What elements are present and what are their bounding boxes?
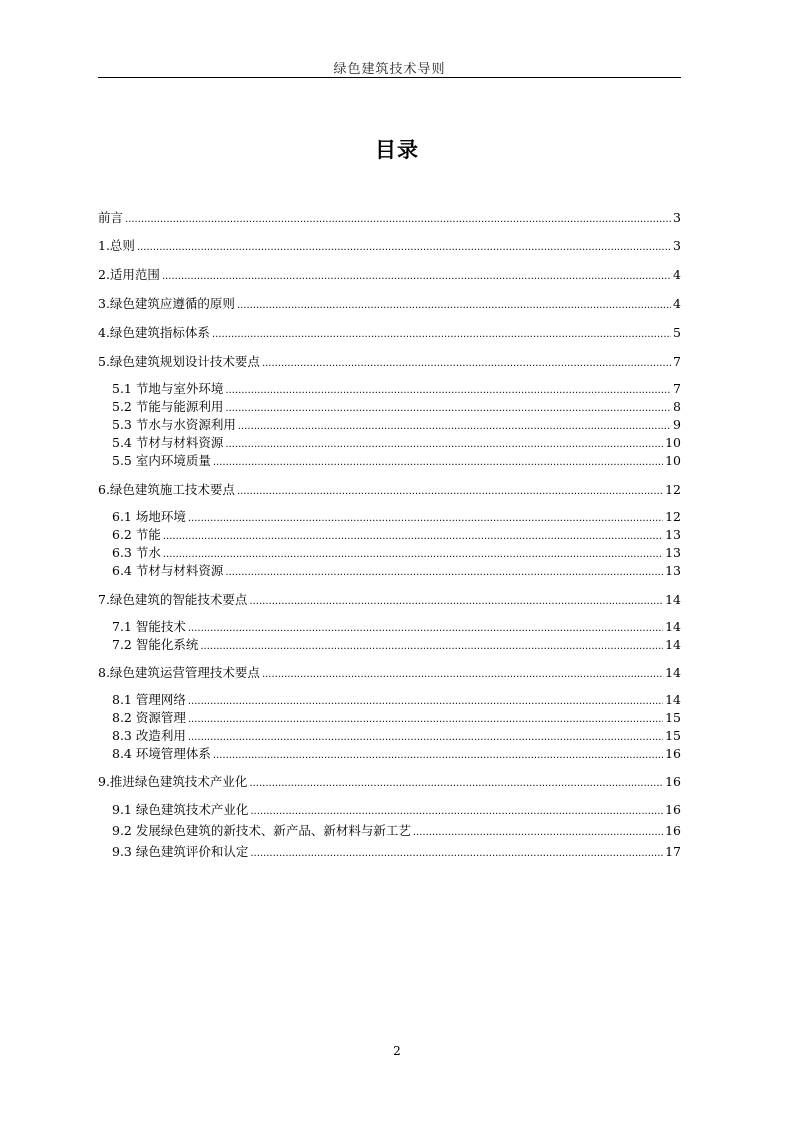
toc-entry-8-3[interactable] [112, 726, 681, 744]
toc-leader-dots [163, 549, 663, 560]
toc-entry-label: 7.绿色建筑的智能技术要点 [98, 592, 248, 607]
toc-entry-5[interactable] [98, 352, 681, 370]
toc-entry-2[interactable] [98, 265, 681, 283]
toc-entry-page: 7 [673, 354, 681, 369]
page-number: 2 [393, 1044, 401, 1058]
toc-entry-page: 17 [665, 844, 681, 859]
toc-leader-dots [213, 457, 663, 468]
toc-entry-page: 10 [665, 435, 681, 450]
toc-entry-foreword[interactable] [98, 208, 681, 226]
toc-entry-7-2[interactable] [112, 635, 681, 653]
toc-entry-8[interactable] [98, 663, 681, 681]
toc-leader-dots [249, 778, 663, 789]
toc-entry-6-3[interactable] [112, 543, 681, 561]
toc-entry-label: 5.绿色建筑规划设计技术要点 [98, 354, 260, 369]
toc-entry-8-2[interactable] [112, 708, 681, 726]
toc-leader-dots [125, 214, 671, 225]
toc-leader-dots [137, 242, 671, 253]
toc-entry-page: 14 [665, 692, 681, 707]
toc-entry-9-3[interactable] [112, 842, 681, 860]
toc-entry-6-4[interactable] [112, 561, 681, 579]
toc-entry-5-2[interactable] [112, 397, 681, 415]
toc-entry-label: 8.1 管理网络 [112, 692, 186, 707]
toc-entry-9-2[interactable] [112, 821, 681, 839]
toc-entry-page: 13 [665, 545, 681, 560]
toc-entry-label: 5.5 室内环境质量 [112, 453, 211, 468]
toc-entry-label: 5.2 节能与能源利用 [112, 399, 224, 414]
toc-leader-dots [162, 271, 671, 282]
toc-entry-page: 3 [673, 238, 681, 253]
toc-leader-dots [237, 300, 671, 311]
toc-entry-page: 9 [673, 417, 681, 432]
toc-entry-page: 16 [665, 802, 681, 817]
toc-leader-dots [188, 623, 663, 634]
toc-entry-1[interactable] [98, 236, 681, 254]
toc-leader-dots [225, 439, 663, 450]
toc-entry-page: 13 [665, 527, 681, 542]
running-header: 绿色建筑技术导则 [333, 62, 446, 77]
toc-leader-dots [225, 385, 671, 396]
toc-entry-label: 5.4 节材与材料资源 [112, 435, 224, 450]
toc-entry-label: 4.绿色建筑指标体系 [98, 325, 210, 340]
toc-entry-label: 2.适用范围 [98, 267, 160, 282]
toc-entry-page: 4 [673, 296, 681, 311]
toc-entry-7[interactable] [98, 590, 681, 608]
toc-entry-page: 15 [665, 710, 681, 725]
toc-leader-dots [188, 513, 663, 524]
toc-entry-label: 5.1 节地与室外环境 [112, 381, 224, 396]
toc-entry-5-3[interactable] [112, 415, 681, 433]
toc-entry-label: 6.3 节水 [112, 545, 161, 560]
toc-entry-8-1[interactable] [112, 690, 681, 708]
toc-leader-dots [200, 641, 663, 652]
toc-entry-label: 1.总则 [98, 238, 135, 253]
toc-entry-label: 9.3 绿色建筑评价和认定 [112, 844, 249, 859]
toc-leader-dots [213, 750, 663, 761]
toc-leader-dots [250, 848, 663, 859]
toc-entry-4[interactable] [98, 323, 681, 341]
toc-entry-label: 9.2 发展绿色建筑的新技术、新产品、新材料与新工艺 [112, 823, 411, 838]
toc-entry-page: 16 [665, 823, 681, 838]
toc-entry-page: 13 [665, 563, 681, 578]
toc-entry-label: 3.绿色建筑应遵循的原则 [98, 296, 235, 311]
toc-entry-5-1[interactable] [112, 379, 681, 397]
toc-entry-label: 6.4 节材与材料资源 [112, 563, 224, 578]
toc-entry-label: 8.绿色建筑运营管理技术要点 [98, 665, 260, 680]
toc-entry-9-1[interactable] [112, 800, 681, 818]
toc-entry-page: 10 [665, 453, 681, 468]
toc-leader-dots [262, 358, 671, 369]
toc-entry-page: 14 [665, 637, 681, 652]
toc-entry-label: 9.推进绿色建筑技术产业化 [98, 774, 248, 789]
toc-leader-dots [188, 732, 663, 743]
toc-entry-label: 8.4 环境管理体系 [112, 746, 211, 761]
header-rule [98, 77, 681, 78]
toc-leader-dots [237, 486, 663, 497]
toc-entry-page: 8 [673, 399, 681, 414]
toc-leader-dots [262, 669, 663, 680]
toc-entry-label: 7.1 智能技术 [112, 619, 186, 634]
toc-entry-page: 14 [665, 592, 681, 607]
toc-leader-dots [188, 696, 663, 707]
toc-leader-dots [225, 403, 671, 414]
toc-entry-7-1[interactable] [112, 617, 681, 635]
toc-entry-label: 6.2 节能 [112, 527, 161, 542]
toc-entry-label: 5.3 节水与水资源利用 [112, 417, 236, 432]
toc-entry-6-1[interactable] [112, 507, 681, 525]
toc-entry-page: 12 [665, 482, 681, 497]
toc-entry-5-4[interactable] [112, 433, 681, 451]
toc-entry-label: 8.2 资源管理 [112, 710, 186, 725]
toc-entry-page: 5 [673, 325, 681, 340]
toc-title: 目录 [375, 138, 419, 162]
toc-entry-8-4[interactable] [112, 744, 681, 762]
toc-entry-page: 14 [665, 619, 681, 634]
toc-leader-dots [238, 421, 671, 432]
toc-entry-page: 16 [665, 774, 681, 789]
toc-entry-page: 15 [665, 728, 681, 743]
toc-entry-label: 8.3 改造利用 [112, 728, 186, 743]
toc-leader-dots [250, 806, 663, 817]
toc-leader-dots [188, 714, 663, 725]
toc-entry-page: 4 [673, 267, 681, 282]
toc-leader-dots [163, 531, 663, 542]
toc-entry-label: 6.绿色建筑施工技术要点 [98, 482, 235, 497]
toc-entry-page: 14 [665, 665, 681, 680]
toc-entry-page: 3 [673, 210, 681, 225]
toc-entry-page: 12 [665, 509, 681, 524]
toc-entry-6-2[interactable] [112, 525, 681, 543]
toc-leader-dots [225, 567, 663, 578]
toc-leader-dots [249, 596, 663, 607]
toc-entry-5-5[interactable] [112, 451, 681, 469]
toc-entry-label: 6.1 场地环境 [112, 509, 186, 524]
toc-leader-dots [413, 827, 663, 838]
toc-entry-label: 7.2 智能化系统 [112, 637, 199, 652]
toc-entry-page: 16 [665, 746, 681, 761]
toc-leader-dots [212, 329, 671, 340]
toc-entry-page: 7 [673, 381, 681, 396]
toc-entry-label: 9.1 绿色建筑技术产业化 [112, 802, 249, 817]
toc-entry-9[interactable] [98, 772, 681, 790]
toc-entry-label: 前言 [98, 210, 124, 225]
toc-entry-3[interactable] [98, 294, 681, 312]
toc-entry-6[interactable] [98, 480, 681, 498]
